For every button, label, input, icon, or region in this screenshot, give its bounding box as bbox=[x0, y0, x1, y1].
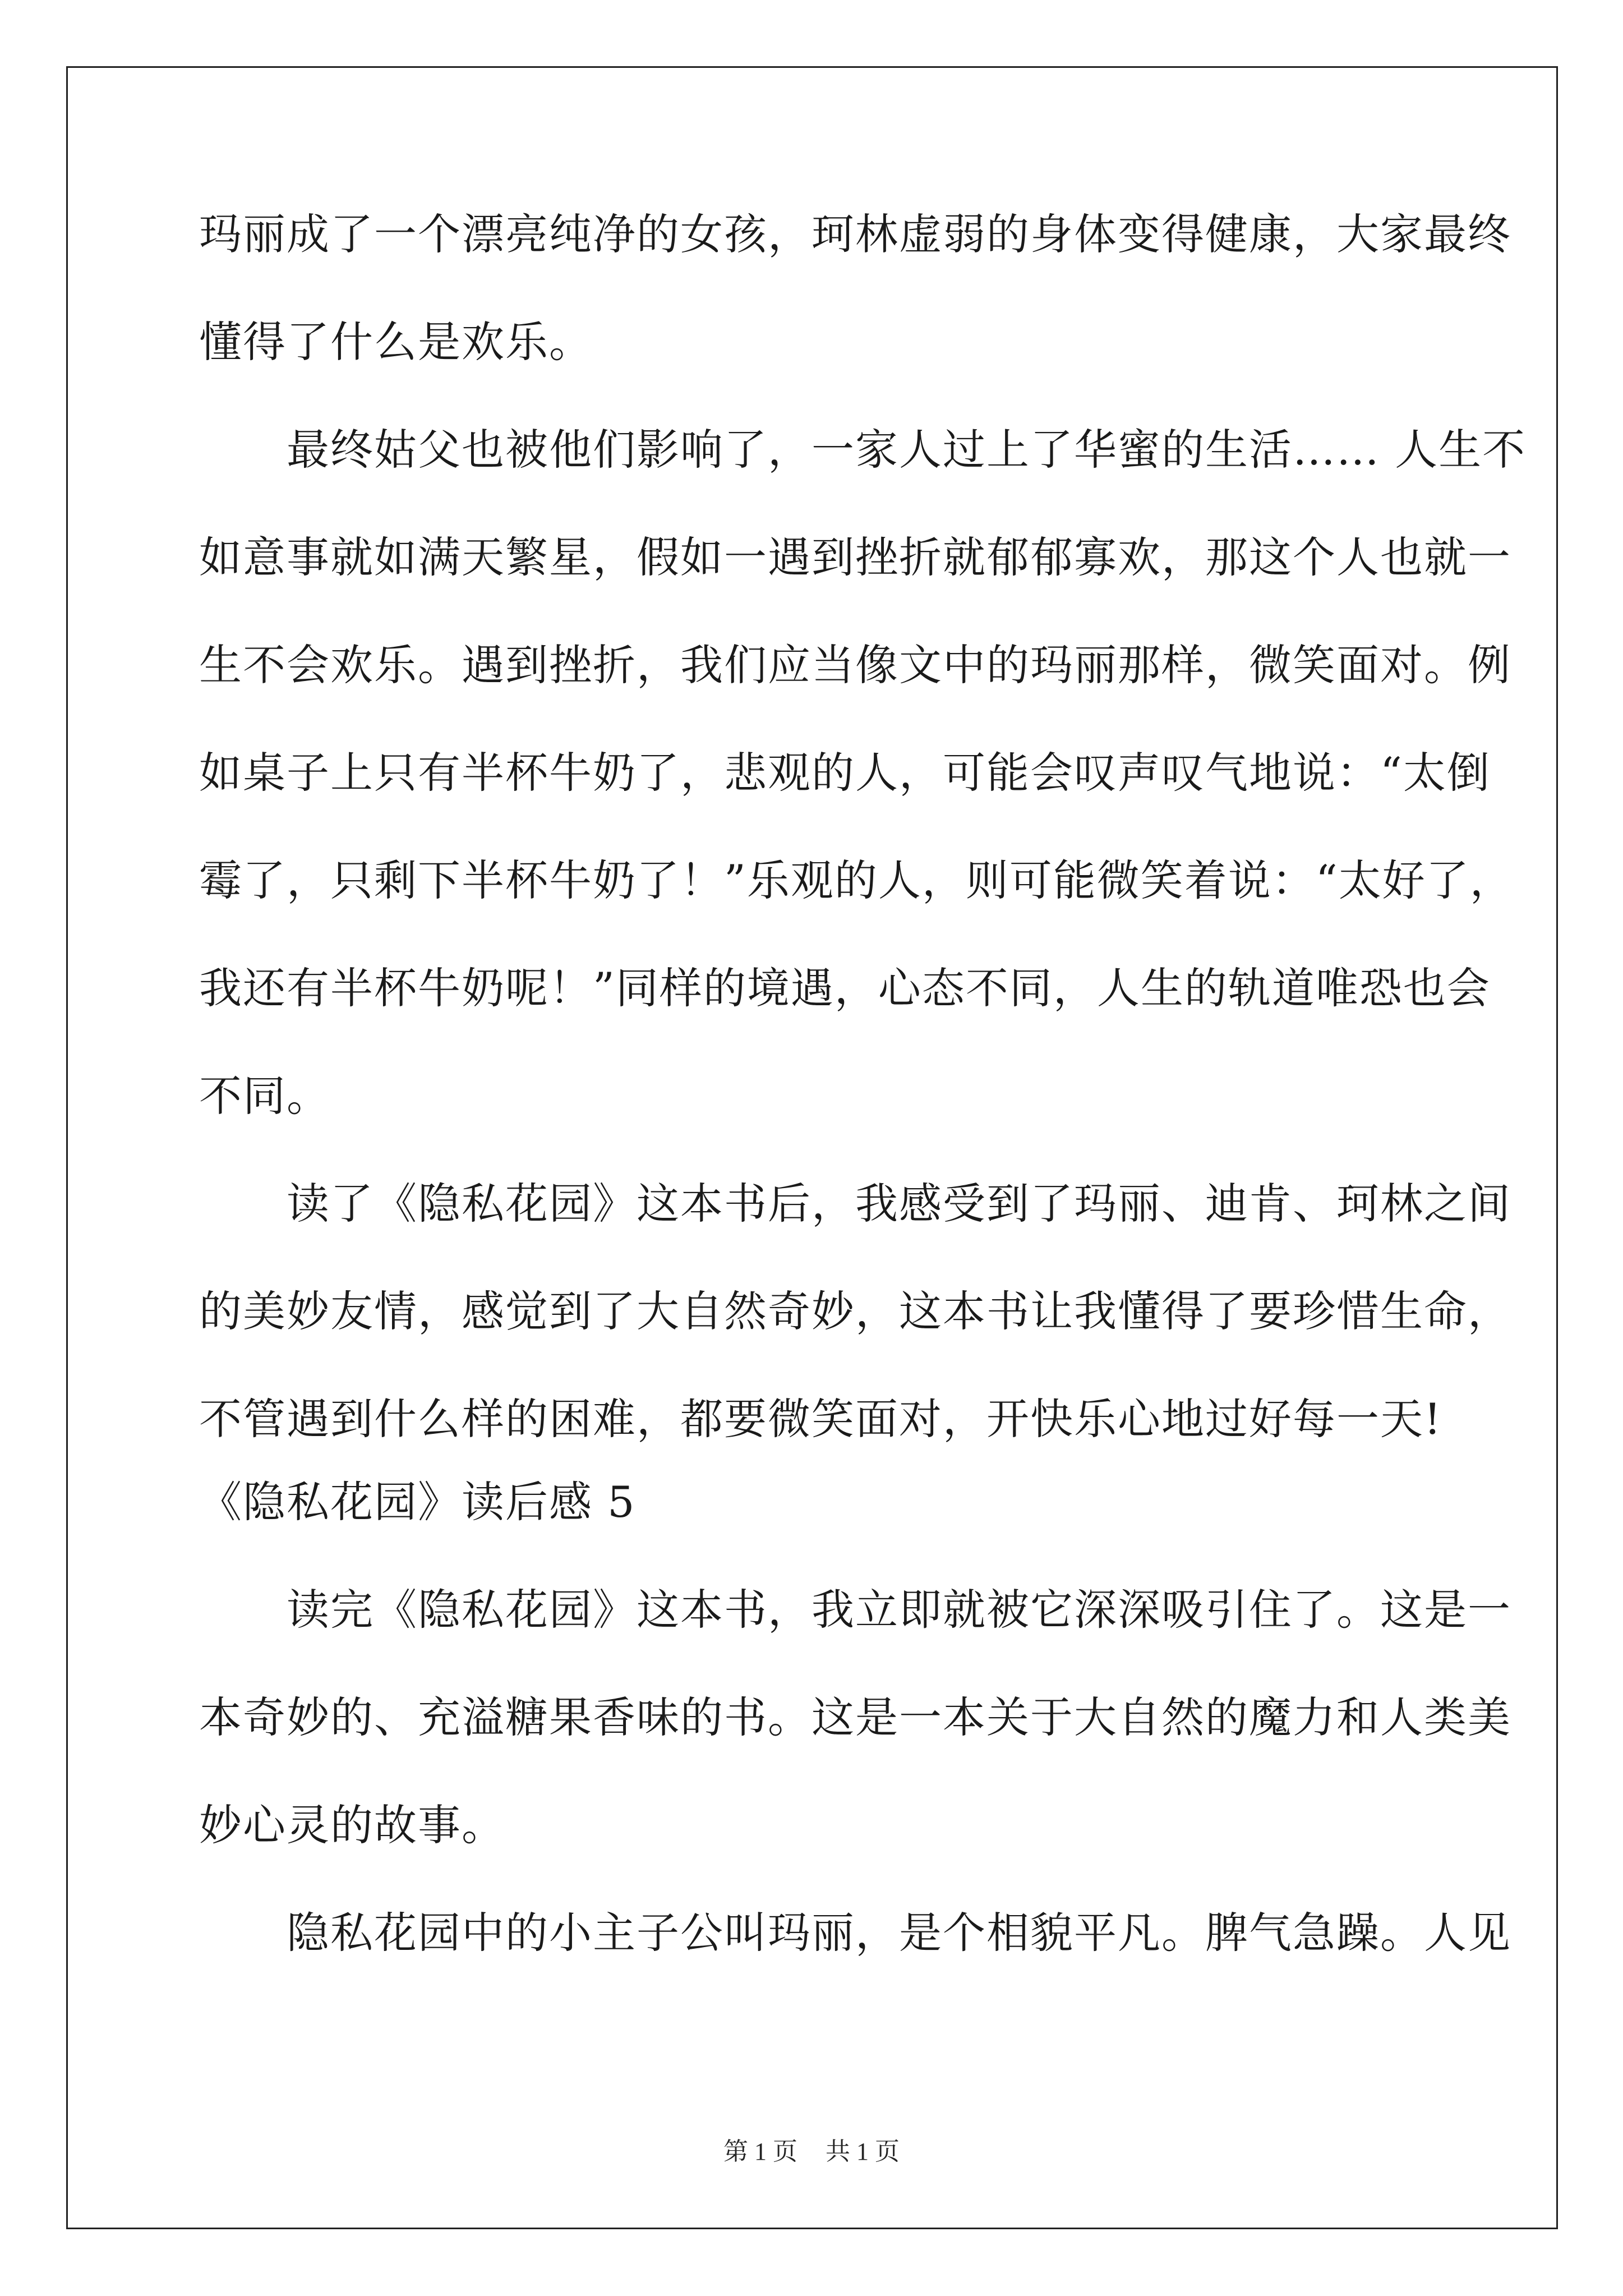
text-line: 霉了，只剩下半杯牛奶了！”乐观的人，则可能微笑着说：“太好了， bbox=[199, 855, 1514, 905]
paragraph-start-line: 最终姑父也被他们影响了，一家人过上了华蜜的生活…… 人生不 bbox=[199, 425, 1527, 475]
text-line: 本奇妙的、充溢糖果香味的书。这是一本关于大自然的魔力和人类美 bbox=[199, 1692, 1511, 1742]
paragraph-start-line: 读完《隐私花园》这本书，我立即就被它深深吸引住了。这是一 bbox=[199, 1585, 1511, 1635]
page-number: 第 1 页 bbox=[723, 2138, 797, 2165]
paragraph-start-line: 隐私花园中的小主子公叫玛丽，是个相貌平凡。脾气急躁。人见 bbox=[199, 1908, 1511, 1958]
text-line: 不同。 bbox=[199, 1071, 330, 1121]
page-total: 共 1 页 bbox=[826, 2138, 900, 2165]
text-line: 如意事就如满天繁星，假如一遇到挫折就郁郁寡欢，那这个人也就一 bbox=[199, 532, 1511, 582]
text-line: 如桌子上只有半杯牛奶了，悲观的人，可能会叹声叹气地说：“太倒 bbox=[199, 748, 1491, 798]
document-body bbox=[199, 208, 1527, 1960]
text-line: 生不会欢乐。遇到挫折，我们应当像文中的玛丽那样，微笑面对。例 bbox=[199, 640, 1511, 690]
text-line: 玛丽成了一个漂亮纯净的女孩，珂林虚弱的身体变得健康，大家最终 bbox=[199, 209, 1511, 259]
text-line: 不管遇到什么样的困难，都要微笑面对，开快乐心地过好每一天! bbox=[199, 1394, 1442, 1444]
text-line: 妙心灵的故事。 bbox=[199, 1800, 505, 1850]
text-line: 我还有半杯牛奶呢！”同样的境遇，心态不同，人生的轨道唯恐也会 bbox=[199, 963, 1491, 1013]
text-line: 懂得了什么是欢乐。 bbox=[199, 317, 593, 367]
page-footer bbox=[0, 2135, 1623, 2169]
paragraph-start-line: 读了《隐私花园》这本书后，我感受到了玛丽、迪肯、珂林之间 bbox=[199, 1179, 1511, 1228]
text-line: 的美妙友情，感觉到了大自然奇妙，这本书让我懂得了要珍惜生命， bbox=[199, 1286, 1511, 1336]
section-heading: 《隐私花园》读后感 5 bbox=[199, 1477, 636, 1527]
